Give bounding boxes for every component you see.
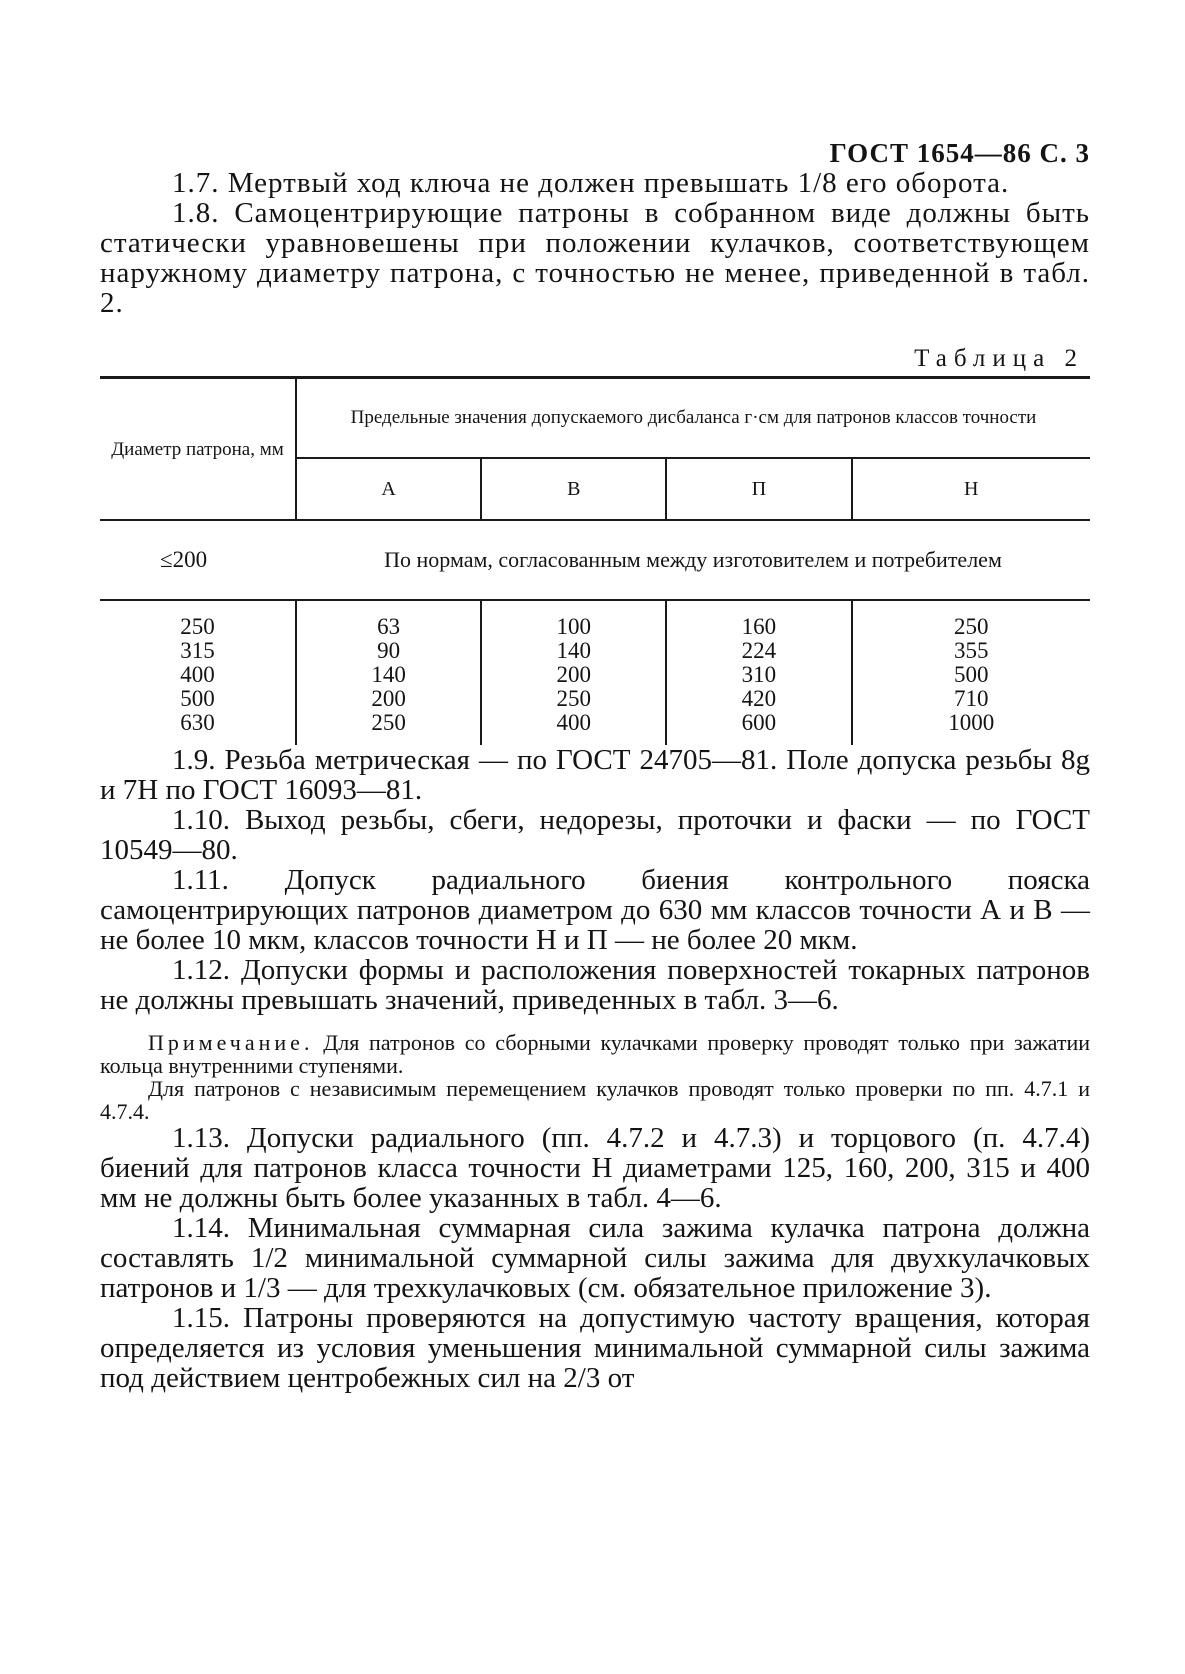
col-class-a [296,600,481,745]
paragraph-1-12: 1.12. Допуски формы и расположения поверхностей токарных патронов не должны превышать значений, приведенных в табл. 3—6. [100,954,1090,1016]
value-a: 250 [371,710,406,735]
table-caption: Таблица 2 [914,345,1084,372]
value-b: 100 [556,614,591,639]
note-text-1: Для патронов со сборными кулачками проверку проводят только при зажатии кольца внутренними ступенями. [100,1030,1091,1078]
header-group: Предельные значения допускаемого дисбаланса г·см для патронов классов точности [296,378,1090,459]
note-label: Примечание. [148,1030,314,1055]
value-b: 200 [556,662,591,687]
value-n: 1000 [948,710,995,735]
value-p: 160 [741,614,777,639]
col-class-b [481,600,666,745]
diameter-value: 315 [180,638,215,663]
value-p: 600 [741,710,777,735]
note-text-2: Для патронов с независимым перемещением кулачков проводят только проверки по пп. 4.7.1 и 4.7.4. [100,1076,1090,1124]
diameter-value: 400 [180,662,215,687]
value-b: 400 [556,710,591,735]
value-p: 310 [741,662,777,687]
paragraph-1-7: 1.7. Мертвый ход ключа не должен превышать 1/8 его оборота. [172,167,1010,199]
value-p: 224 [741,638,777,663]
value-a: 90 [377,638,401,663]
header-class-a: А [296,458,481,520]
table-data-row [100,600,1090,745]
body-text [100,168,1090,1393]
value-n: 355 [954,638,989,663]
value-a: 63 [377,614,401,639]
header-class-p: П [666,458,851,520]
cell-diameter-small: ≤200 [160,547,208,572]
value-n: 500 [954,662,989,687]
value-a: 140 [371,662,406,687]
value-n: 710 [954,686,989,711]
diameter-value: 500 [180,686,215,711]
value-p: 420 [741,686,777,711]
col-class-p [666,600,851,745]
diameter-value: 630 [180,710,215,735]
header-class-n: Н [852,458,1090,520]
paragraph-1-10: 1.10. Выход резьбы, сбеги, недорезы, проточки и фаски — по ГОСТ 10549—80. [100,804,1090,866]
diameter-value: 250 [180,614,215,639]
paragraph-1-9: 1.9. Резьба метрическая — по ГОСТ 24705—81. Поле допуска резьбы 8g и 7Н по ГОСТ 16093—81. [100,744,1090,806]
header-diameter: Диаметр патрона, мм [100,378,296,521]
table-2 [100,376,1090,745]
value-a: 200 [371,686,406,711]
paragraph-1-11: 1.11. Допуск радиального биения контрольного пояска самоцентрирующих патронов диаметром до 630 мм классов точности А и В — не более 10 мкм, классов точности Н и П — не более 20 мкм. [100,864,1090,956]
page-header: ГОСТ 1654—86 С. 3 [829,138,1090,168]
paragraph-1-15: 1.15. Патроны проверяются на допустимую частоту вращения, которая определяется из условия уменьшения минимальной суммарной силы зажима под действием центробежных сил на 2/3 от [100,1302,1090,1394]
header-class-b: В [481,458,666,520]
paragraph-1-13: 1.13. Допуски радиального (пп. 4.7.2 и 4.7.3) и торцового (п. 4.7.4) биений для патронов класса точности Н диаметрами 125, 160, 200, 315 и 400 мм не должны быть более указанных в табл. 4—6. [100,1122,1090,1214]
value-b: 140 [556,638,591,663]
note [100,1031,1090,1077]
col-class-n [852,600,1090,745]
paragraph-1-8: 1.8. Самоцентрирующие патроны в собранном виде должны быть статически уравновешены при положении кулачков, соответствующем наружному диаметру патрона, с точностью не менее, приведенной в табл. 2. [100,197,1090,319]
value-n: 250 [954,614,989,639]
value-b: 250 [556,686,591,711]
cell-agreed-norms: По нормам, согласованным между изготовителем и потребителем [384,547,1002,572]
col-diameters [100,600,296,745]
paragraph-1-14: 1.14. Минимальная суммарная сила зажима кулачка патрона должна составлять 1/2 минимальной суммарной силы зажима для двухкулачковых патронов и 1/3 — для трехкулачковых (см. обязательное приложение 3). [100,1212,1090,1304]
